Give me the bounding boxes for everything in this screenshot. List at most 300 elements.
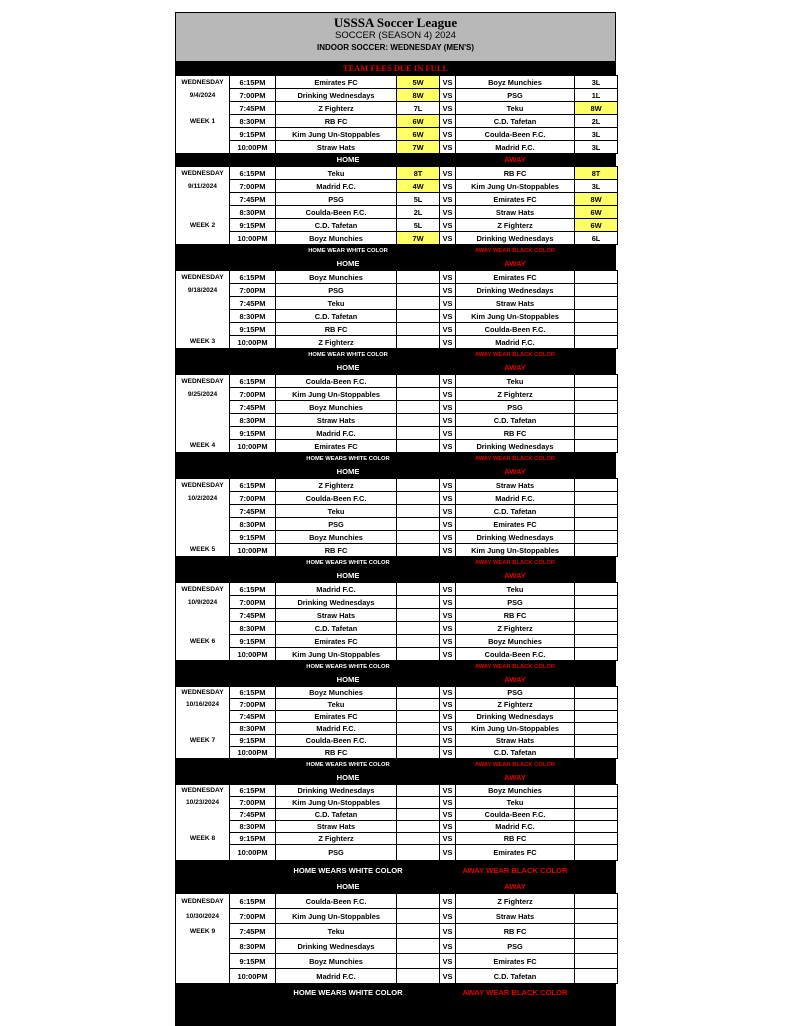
weeks-container — [175, 75, 616, 1026]
home-team: Coulda-Been F.C. — [276, 894, 397, 909]
home-result: 7L — [397, 102, 440, 115]
game-row — [176, 797, 618, 809]
home-result: 6W — [397, 115, 440, 128]
away-team: PSG — [456, 401, 575, 414]
vs-label: VS — [440, 102, 456, 115]
away-team: Boyz Munchies — [456, 635, 575, 648]
away-header: AWAY — [504, 882, 526, 891]
vs-label: VS — [440, 699, 456, 711]
home-result: 4W — [397, 180, 440, 193]
away-result: 8W — [575, 193, 618, 206]
game-time: 7:45PM — [230, 809, 276, 821]
away-result — [575, 687, 618, 699]
game-row — [176, 89, 618, 102]
league-title: USSSA Soccer League — [333, 15, 458, 30]
vs-label: VS — [440, 479, 456, 492]
home-team: C.D. Tafetan — [276, 310, 397, 323]
game-row — [176, 924, 618, 939]
away-color-notice: AWAY WEAR BLACK COLOR — [474, 560, 556, 566]
home-team: Emirates FC — [276, 76, 397, 89]
game-row — [176, 845, 618, 861]
away-team: Drinking Wednesdays — [456, 232, 575, 245]
game-row — [176, 167, 618, 180]
game-row — [176, 440, 618, 453]
away-team: Coulda-Been F.C. — [456, 809, 575, 821]
away-result — [575, 747, 618, 759]
home-team: RB FC — [276, 544, 397, 557]
week-label — [176, 711, 230, 723]
jersey-color-notice-bar — [175, 984, 616, 1026]
game-row — [176, 821, 618, 833]
away-result — [575, 821, 618, 833]
away-team: Kim Jung Un-Stoppables — [456, 180, 575, 193]
home-team: Z Fighterz — [276, 102, 397, 115]
season-subtitle: SOCCER (SEASON 4) 2024 — [335, 30, 456, 41]
away-result — [575, 735, 618, 747]
away-team: RB FC — [456, 427, 575, 440]
home-result — [397, 622, 440, 635]
game-row — [176, 609, 618, 622]
away-team: C.D. Tafetan — [456, 115, 575, 128]
vs-label: VS — [440, 271, 456, 284]
away-result — [575, 388, 618, 401]
day-label: WEDNESDAY — [176, 785, 230, 797]
game-row — [176, 128, 618, 141]
week-label: WEEK 1 — [176, 115, 230, 128]
away-result — [575, 414, 618, 427]
away-result — [575, 518, 618, 531]
home-team: Z Fighterz — [276, 336, 397, 349]
away-team: Drinking Wednesdays — [456, 531, 575, 544]
away-result — [575, 648, 618, 661]
game-row — [176, 336, 618, 349]
game-time: 8:30PM — [230, 206, 276, 219]
away-team: Z Fighterz — [456, 388, 575, 401]
game-row — [176, 479, 618, 492]
home-result — [397, 833, 440, 845]
game-time: 7:00PM — [230, 180, 276, 193]
home-result — [397, 544, 440, 557]
game-time: 10:00PM — [230, 544, 276, 557]
home-result: 7W — [397, 232, 440, 245]
away-result — [575, 440, 618, 453]
game-row — [176, 219, 618, 232]
game-time: 7:00PM — [230, 596, 276, 609]
home-team: Drinking Wednesdays — [276, 939, 397, 954]
week-label — [176, 969, 230, 984]
away-team: Straw Hats — [456, 206, 575, 219]
away-team: Emirates FC — [456, 845, 575, 861]
vs-label: VS — [440, 833, 456, 845]
vs-label: VS — [440, 89, 456, 102]
home-team: PSG — [276, 518, 397, 531]
away-team: Z Fighterz — [456, 894, 575, 909]
vs-label: VS — [440, 845, 456, 861]
away-team: RB FC — [456, 167, 575, 180]
home-result — [397, 609, 440, 622]
game-row — [176, 711, 618, 723]
vs-label: VS — [440, 747, 456, 759]
game-time: 10:00PM — [230, 336, 276, 349]
title-block — [175, 12, 616, 62]
away-result — [575, 635, 618, 648]
week-label: WEEK 6 — [176, 635, 230, 648]
game-row — [176, 193, 618, 206]
week-table — [175, 270, 618, 349]
away-team: Teku — [456, 797, 575, 809]
away-team: Kim Jung Un-Stoppables — [456, 544, 575, 557]
date-label: 10/23/2024 — [176, 797, 230, 809]
away-result — [575, 845, 618, 861]
game-time: 6:15PM — [230, 785, 276, 797]
date-label: 10/9/2024 — [176, 596, 230, 609]
home-result — [397, 924, 440, 939]
week-label — [176, 954, 230, 969]
home-header: HOME — [336, 773, 360, 782]
home-result — [397, 271, 440, 284]
jersey-color-notice-bar — [175, 759, 616, 772]
game-row — [176, 723, 618, 735]
division-label: INDOOR SOCCER: WEDNESDAY (MEN'S) — [316, 43, 475, 52]
game-time: 9:15PM — [230, 219, 276, 232]
game-row — [176, 687, 618, 699]
game-time: 8:30PM — [230, 723, 276, 735]
away-result — [575, 271, 618, 284]
game-row — [176, 310, 618, 323]
home-result — [397, 747, 440, 759]
home-team: Boyz Munchies — [276, 687, 397, 699]
away-team: Madrid F.C. — [456, 821, 575, 833]
game-time: 10:00PM — [230, 845, 276, 861]
away-team: Drinking Wednesdays — [456, 711, 575, 723]
date-label: 10/16/2024 — [176, 699, 230, 711]
home-result — [397, 323, 440, 336]
home-team: Kim Jung Un-Stoppables — [276, 909, 397, 924]
week-label — [176, 939, 230, 954]
game-time: 6:15PM — [230, 167, 276, 180]
vs-label: VS — [440, 440, 456, 453]
game-time: 7:00PM — [230, 284, 276, 297]
home-result — [397, 797, 440, 809]
game-row — [176, 785, 618, 797]
home-team: Boyz Munchies — [276, 401, 397, 414]
vs-label: VS — [440, 401, 456, 414]
week-label — [176, 141, 230, 154]
vs-label: VS — [440, 735, 456, 747]
home-team: Teku — [276, 297, 397, 310]
away-team: RB FC — [456, 833, 575, 845]
away-result: 3L — [575, 180, 618, 193]
away-color-notice: AWAY WEAR BLACK COLOR — [474, 456, 556, 462]
game-time: 8:30PM — [230, 414, 276, 427]
away-team: Coulda-Been F.C. — [456, 128, 575, 141]
vs-label: VS — [440, 427, 456, 440]
week-label — [176, 206, 230, 219]
home-result — [397, 492, 440, 505]
home-result — [397, 894, 440, 909]
week-label — [176, 323, 230, 336]
vs-label: VS — [440, 76, 456, 89]
week-label — [176, 297, 230, 310]
away-team: Straw Hats — [456, 909, 575, 924]
away-result — [575, 375, 618, 388]
vs-label: VS — [440, 167, 456, 180]
away-header: AWAY — [504, 155, 526, 164]
game-time: 7:00PM — [230, 909, 276, 924]
home-result — [397, 505, 440, 518]
home-result — [397, 821, 440, 833]
home-result: 5L — [397, 219, 440, 232]
game-row — [176, 141, 618, 154]
game-time: 6:15PM — [230, 76, 276, 89]
home-result — [397, 845, 440, 861]
home-team: Madrid F.C. — [276, 583, 397, 596]
home-color-notice: HOME WEARS WHITE COLOR — [293, 988, 403, 997]
away-color-notice: AWAY WEAR BLACK COLOR — [474, 762, 556, 768]
home-away-header-bar — [175, 258, 616, 270]
vs-label: VS — [440, 206, 456, 219]
home-color-notice: HOME WEARS WHITE COLOR — [306, 456, 390, 462]
away-team: Straw Hats — [456, 735, 575, 747]
game-time: 6:15PM — [230, 479, 276, 492]
home-team: Madrid F.C. — [276, 427, 397, 440]
game-row — [176, 401, 618, 414]
game-time: 10:00PM — [230, 141, 276, 154]
game-time: 8:30PM — [230, 115, 276, 128]
away-team: Coulda-Been F.C. — [456, 648, 575, 661]
home-away-header-bar — [175, 466, 616, 478]
vs-label: VS — [440, 596, 456, 609]
vs-label: VS — [440, 954, 456, 969]
vs-label: VS — [440, 635, 456, 648]
away-result: 1L — [575, 89, 618, 102]
week-label — [176, 414, 230, 427]
vs-label: VS — [440, 894, 456, 909]
game-row — [176, 531, 618, 544]
away-result — [575, 427, 618, 440]
date-label: 9/4/2024 — [176, 89, 230, 102]
game-time: 7:45PM — [230, 401, 276, 414]
home-color-notice: HOME WEARS WHITE COLOR — [293, 866, 403, 875]
home-team: Coulda-Been F.C. — [276, 375, 397, 388]
away-result — [575, 833, 618, 845]
home-header: HOME — [336, 467, 360, 476]
home-team: Boyz Munchies — [276, 954, 397, 969]
away-result: 3L — [575, 76, 618, 89]
game-row — [176, 622, 618, 635]
game-row — [176, 596, 618, 609]
away-result: 6L — [575, 232, 618, 245]
home-team: Kim Jung Un-Stoppables — [276, 128, 397, 141]
game-time: 9:15PM — [230, 635, 276, 648]
game-time: 7:00PM — [230, 699, 276, 711]
away-result: 6W — [575, 219, 618, 232]
vs-label: VS — [440, 284, 456, 297]
away-team: RB FC — [456, 924, 575, 939]
home-header: HOME — [336, 571, 360, 580]
week-label: WEEK 8 — [176, 833, 230, 845]
home-team: C.D. Tafetan — [276, 809, 397, 821]
away-result — [575, 323, 618, 336]
vs-label: VS — [440, 219, 456, 232]
vs-label: VS — [440, 336, 456, 349]
game-time: 7:00PM — [230, 797, 276, 809]
home-away-header-bar — [175, 674, 616, 686]
home-team: Emirates FC — [276, 711, 397, 723]
week-label: WEEK 5 — [176, 544, 230, 557]
home-team: Madrid F.C. — [276, 180, 397, 193]
vs-label: VS — [440, 711, 456, 723]
away-result — [575, 723, 618, 735]
home-team: Boyz Munchies — [276, 531, 397, 544]
vs-label: VS — [440, 180, 456, 193]
away-team: Kim Jung Un-Stoppables — [456, 723, 575, 735]
game-time: 6:15PM — [230, 271, 276, 284]
away-team: Boyz Munchies — [456, 76, 575, 89]
home-color-notice: HOME WEARS WHITE COLOR — [306, 762, 390, 768]
game-time: 10:00PM — [230, 747, 276, 759]
away-result — [575, 609, 618, 622]
home-result — [397, 711, 440, 723]
vs-label: VS — [440, 809, 456, 821]
away-team: Teku — [456, 102, 575, 115]
home-team: Teku — [276, 699, 397, 711]
game-time: 7:45PM — [230, 193, 276, 206]
home-result — [397, 596, 440, 609]
game-row — [176, 505, 618, 518]
away-result — [575, 531, 618, 544]
game-time: 8:30PM — [230, 518, 276, 531]
week-label — [176, 427, 230, 440]
home-result — [397, 414, 440, 427]
vs-label: VS — [440, 622, 456, 635]
vs-label: VS — [440, 969, 456, 984]
week-label: WEEK 4 — [176, 440, 230, 453]
away-result — [575, 284, 618, 297]
home-team: Teku — [276, 924, 397, 939]
game-time: 10:00PM — [230, 969, 276, 984]
away-team: Kim Jung Un-Stoppables — [456, 310, 575, 323]
game-time: 9:15PM — [230, 323, 276, 336]
away-result — [575, 401, 618, 414]
home-team: Coulda-Been F.C. — [276, 492, 397, 505]
game-row — [176, 232, 618, 245]
away-team: Z Fighterz — [456, 622, 575, 635]
home-team: Coulda-Been F.C. — [276, 206, 397, 219]
away-header: AWAY — [504, 363, 526, 372]
vs-label: VS — [440, 141, 456, 154]
game-time: 6:15PM — [230, 375, 276, 388]
jersey-color-notice-bar — [175, 557, 616, 570]
game-time: 6:15PM — [230, 894, 276, 909]
away-team: C.D. Tafetan — [456, 747, 575, 759]
away-team: PSG — [456, 89, 575, 102]
game-row — [176, 939, 618, 954]
home-team: Teku — [276, 167, 397, 180]
home-result — [397, 518, 440, 531]
away-result — [575, 505, 618, 518]
home-result — [397, 723, 440, 735]
jersey-color-notice-bar — [175, 861, 616, 881]
home-result — [397, 735, 440, 747]
away-color-notice: AWAY WEAR BLACK COLOR — [462, 988, 568, 997]
vs-label: VS — [440, 821, 456, 833]
home-team: Coulda-Been F.C. — [276, 735, 397, 747]
away-result — [575, 909, 618, 924]
away-header: AWAY — [504, 675, 526, 684]
game-row — [176, 747, 618, 759]
vs-label: VS — [440, 609, 456, 622]
game-row — [176, 388, 618, 401]
vs-label: VS — [440, 687, 456, 699]
home-result — [397, 388, 440, 401]
week-label: WEEK 2 — [176, 219, 230, 232]
home-header: HOME — [336, 363, 360, 372]
away-team: Madrid F.C. — [456, 336, 575, 349]
vs-label: VS — [440, 414, 456, 427]
home-color-notice: HOME WEAR WHITE COLOR — [308, 352, 388, 358]
home-color-notice: HOME WEARS WHITE COLOR — [306, 560, 390, 566]
away-result: 2L — [575, 115, 618, 128]
away-color-notice: AWAY WEAR BLACK COLOR — [474, 664, 556, 670]
week-label — [176, 648, 230, 661]
game-row — [176, 297, 618, 310]
home-team: Z Fighterz — [276, 833, 397, 845]
away-team: Emirates FC — [456, 193, 575, 206]
home-result — [397, 427, 440, 440]
home-result — [397, 375, 440, 388]
week-label — [176, 747, 230, 759]
home-result: 2L — [397, 206, 440, 219]
home-team: Drinking Wednesdays — [276, 89, 397, 102]
game-time: 10:00PM — [230, 440, 276, 453]
game-time: 8:30PM — [230, 821, 276, 833]
vs-label: VS — [440, 939, 456, 954]
home-team: Drinking Wednesdays — [276, 596, 397, 609]
home-team: Drinking Wednesdays — [276, 785, 397, 797]
home-result: 8W — [397, 89, 440, 102]
game-time: 6:15PM — [230, 583, 276, 596]
away-header: AWAY — [504, 773, 526, 782]
away-result — [575, 969, 618, 984]
game-row — [176, 102, 618, 115]
schedule-sheet — [175, 12, 616, 1026]
week-label — [176, 723, 230, 735]
away-team: PSG — [456, 939, 575, 954]
home-team: Emirates FC — [276, 635, 397, 648]
away-team: Straw Hats — [456, 479, 575, 492]
game-row — [176, 323, 618, 336]
vs-label: VS — [440, 323, 456, 336]
game-row — [176, 635, 618, 648]
away-header: AWAY — [504, 467, 526, 476]
game-row — [176, 909, 618, 924]
vs-label: VS — [440, 375, 456, 388]
home-color-notice: HOME WEARS WHITE COLOR — [306, 664, 390, 670]
home-result — [397, 479, 440, 492]
away-team: PSG — [456, 687, 575, 699]
home-result — [397, 635, 440, 648]
week-label: WEEK 7 — [176, 735, 230, 747]
vs-label: VS — [440, 924, 456, 939]
vs-label: VS — [440, 128, 456, 141]
home-result: 8T — [397, 167, 440, 180]
home-away-header-bar — [175, 362, 616, 374]
home-header: HOME — [336, 155, 360, 164]
vs-label: VS — [440, 518, 456, 531]
week-label — [176, 531, 230, 544]
away-result — [575, 583, 618, 596]
